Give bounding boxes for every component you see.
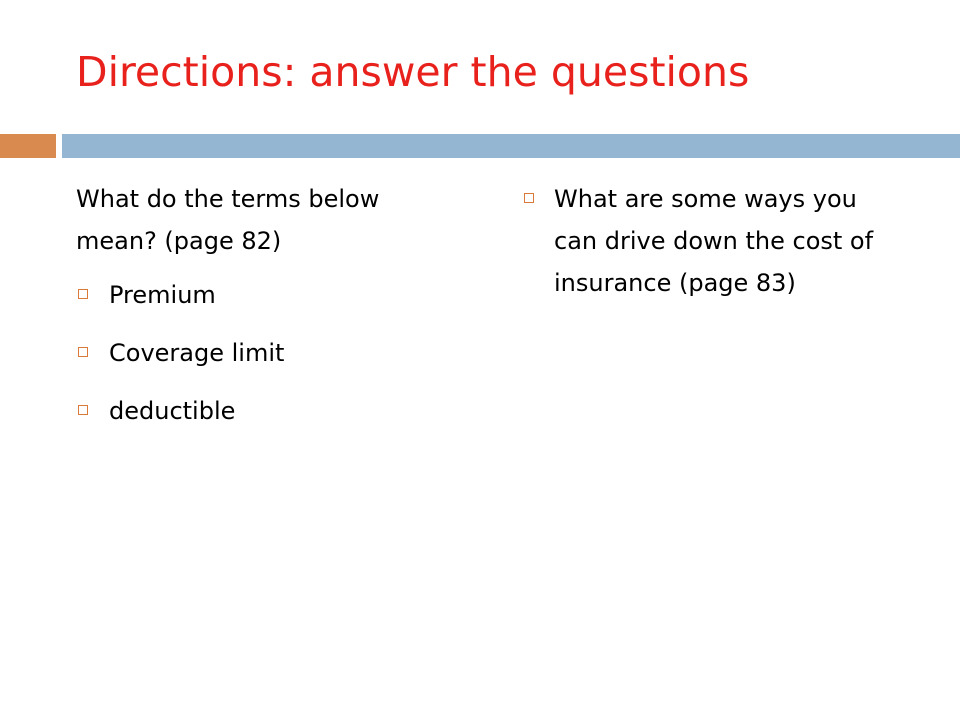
slide-title: Directions: answer the questions — [76, 48, 750, 96]
square-bullet-icon — [78, 347, 88, 357]
question-list — [522, 178, 902, 304]
list-item-insurance-cost — [522, 178, 902, 304]
list-item-label: Coverage limit — [109, 339, 285, 367]
terms-list — [76, 274, 466, 432]
list-item-label: Premium — [109, 281, 216, 309]
list-item-label: deductible — [109, 397, 236, 425]
square-bullet-icon — [78, 405, 88, 415]
left-intro-text: What do the terms below mean? (page 82) — [76, 185, 380, 255]
list-item-coverage-limit — [76, 332, 466, 374]
right-content-column — [522, 178, 902, 320]
list-item-label: What are some ways you can drive down the cost of insurance (page 83) — [554, 185, 874, 297]
list-item-deductible — [76, 390, 466, 432]
square-bullet-icon — [524, 193, 534, 203]
list-item-premium — [76, 274, 466, 316]
square-bullet-icon — [78, 289, 88, 299]
accent-bar-orange — [0, 134, 56, 158]
left-content-column — [76, 178, 466, 448]
accent-bar-blue — [62, 134, 960, 158]
